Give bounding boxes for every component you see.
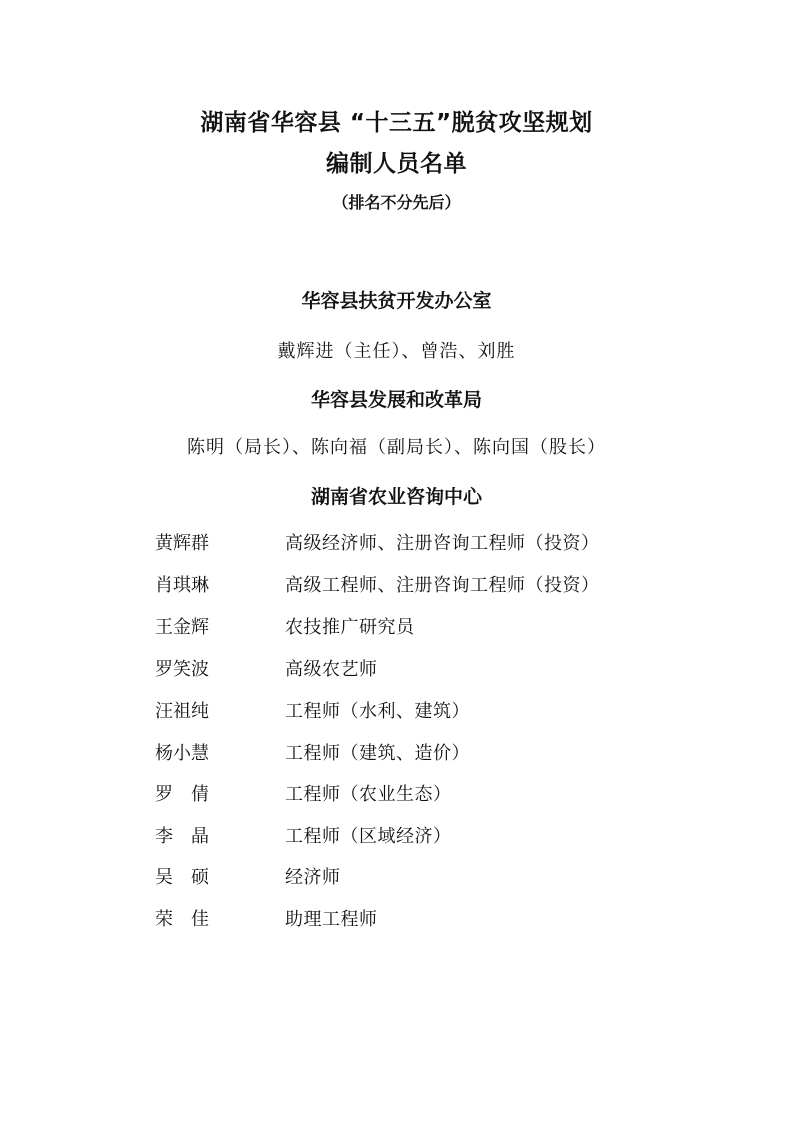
staff-role: 经济师 (285, 867, 341, 888)
staff-name: 罗笑波 (155, 659, 209, 680)
ranking-note: （排名不分先后） (332, 193, 461, 212)
staff-row (0, 613, 793, 643)
staff-row (0, 697, 793, 727)
staff-role: 工程师（建筑、造价） (285, 743, 470, 764)
document-subtitle: 编制人员名单 (326, 151, 467, 177)
staff-row (0, 822, 793, 852)
section-title-agriculture-center: 湖南省农业咨询中心 (310, 486, 482, 508)
staff-name: 汪祖纯 (155, 701, 209, 722)
staff-role: 助理工程师 (285, 909, 378, 930)
section-members-development-bureau: 陈明（局长）、陈向福（副局长）、陈向国（股长） (187, 437, 606, 458)
staff-row (0, 739, 793, 769)
section-title-poverty-office: 华容县扶贫开发办公室 (301, 290, 492, 312)
staff-name: 罗 倩 (155, 784, 209, 805)
section-members-poverty-office: 戴辉进（主任）、曾浩、刘胜 (277, 341, 516, 362)
staff-role: 农技推广研究员 (285, 617, 415, 638)
staff-role: 高级农艺师 (285, 659, 378, 680)
staff-row (0, 780, 793, 810)
staff-role: 工程师（区域经济） (285, 826, 452, 847)
staff-role: 工程师（水利、建筑） (285, 701, 470, 722)
document-title: 湖南省华容县 “十三五”脱贫攻坚规划 (200, 110, 593, 136)
staff-name: 荣 佳 (155, 909, 209, 930)
staff-row (0, 863, 793, 893)
staff-row (0, 571, 793, 601)
staff-name: 吴 硕 (155, 867, 209, 888)
section-title-development-bureau: 华容县发展和改革局 (310, 389, 482, 411)
staff-name: 杨小慧 (155, 743, 209, 764)
staff-name: 李 晶 (155, 826, 209, 847)
staff-role: 高级工程师、注册咨询工程师（投资） (285, 575, 600, 596)
staff-row (0, 655, 793, 685)
staff-role: 工程师（农业生态） (285, 784, 452, 805)
staff-name: 黄辉群 (155, 533, 209, 554)
staff-row (0, 905, 793, 935)
staff-name: 王金辉 (155, 617, 209, 638)
staff-role: 高级经济师、注册咨询工程师（投资） (285, 533, 600, 554)
staff-name: 肖琪琳 (155, 575, 209, 596)
staff-row (0, 529, 793, 559)
